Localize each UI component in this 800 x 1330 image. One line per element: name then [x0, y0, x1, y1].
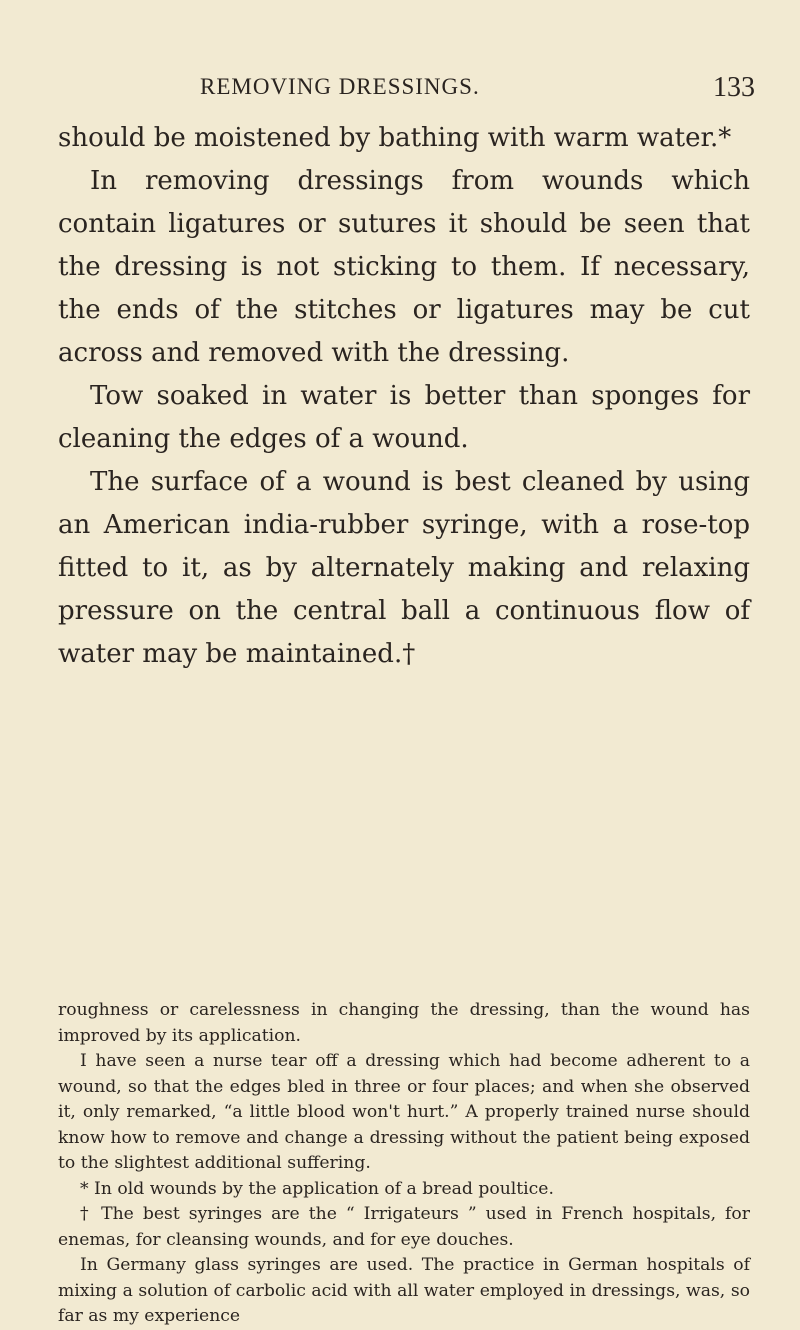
- page-number: 133: [713, 72, 755, 103]
- footnotes: [58, 998, 750, 1330]
- running-head: [50, 74, 755, 110]
- body-paragraph: In removing dressings from wounds which contain ligatures or sutures it should be seen that the dressing is not sticking to them. If necessary, the ends of the stitches or ligatures may be cut across and removed with the dressing.: [58, 166, 750, 368]
- footnote: I have seen a nurse tear off a dressing which had become adherent to a wound, so that the edges bled in three or four places; and when she observed it, only remarked, “a little blood won't hurt.” A properly trained nurse should know how to remove and change a dressing without the patient being exposed to the slightest additional suffering.: [58, 1051, 750, 1173]
- body-paragraph: The surface of a wound is best cleaned by using an American india-rubber syringe, with a rose-top fitted to it, as by alternately making and relaxing pressure on the central ball a continuous flow of water may be maintained.†: [58, 467, 750, 669]
- body-paragraph: should be moistened by bathing with warm water.*: [58, 123, 732, 153]
- body-text: [58, 117, 750, 676]
- footnote-dagger: † The best syringes are the “ Irrigateurs ” used in French hospitals, for enemas, for cleansing wounds, and for eye douches.: [58, 1204, 750, 1250]
- body-paragraph: Tow soaked in water is better than sponges for cleaning the edges of a wound.: [58, 381, 750, 454]
- footnote-asterisk: * In old wounds by the application of a bread poultice.: [80, 1178, 554, 1199]
- footnote-continuation: roughness or carelessness in changing the dressing, than the wound has improved by its application.: [58, 1000, 750, 1046]
- running-title: REMOVING DRESSINGS.: [200, 74, 480, 99]
- footnote: In Germany glass syringes are used. The practice in German hospitals of mixing a solution of carbolic acid with all water employed in dressings, was, so far as my experience: [58, 1255, 750, 1326]
